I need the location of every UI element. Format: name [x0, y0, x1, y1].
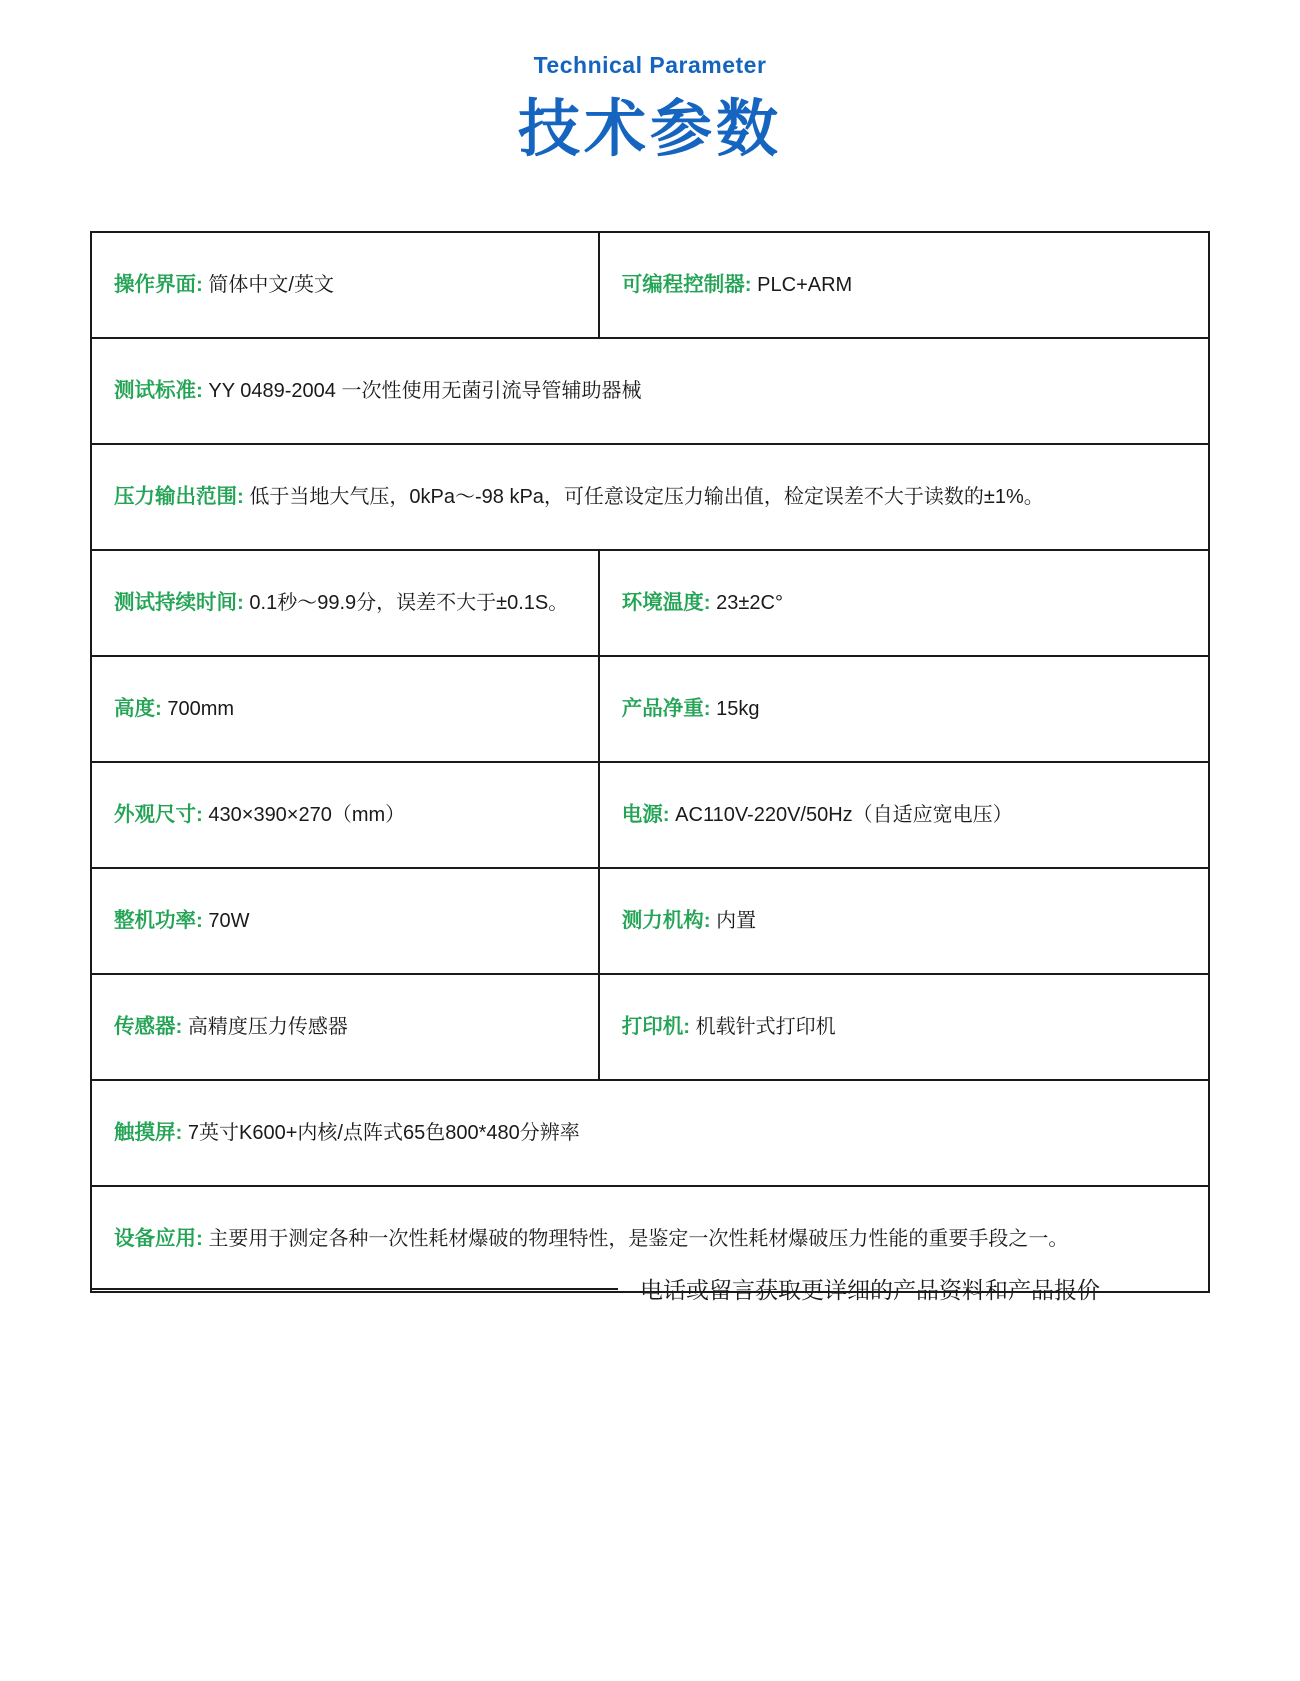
spec-label: 可编程控制器:	[621, 272, 752, 296]
spec-cell-power-supply	[600, 763, 1208, 867]
header-subtitle-en: Technical Parameter	[533, 52, 767, 78]
spec-cell-height	[92, 657, 600, 761]
spec-label: 测试持续时间:	[114, 590, 244, 614]
spec-value: 简体中文/英文	[208, 273, 334, 296]
spec-value: 机载针式打印机	[695, 1015, 836, 1038]
spec-label: 整机功率:	[114, 908, 203, 932]
spec-cell-controller	[600, 233, 1208, 337]
table-row	[92, 1081, 1208, 1187]
table-row	[92, 657, 1208, 763]
spec-label: 触摸屏:	[114, 1120, 183, 1144]
spec-cell-test-standard	[92, 339, 1208, 443]
footer	[90, 1272, 1210, 1305]
spec-label: 压力输出范围:	[114, 484, 244, 508]
spec-label: 传感器:	[114, 1014, 183, 1038]
spec-label: 外观尺寸:	[114, 802, 203, 826]
spec-label: 环境温度:	[621, 590, 711, 614]
spec-value: 15kg	[716, 697, 760, 720]
spec-cell-operation-interface	[92, 233, 600, 337]
page-title: 技术参数	[517, 94, 782, 164]
spec-value: YY 0489-2004 一次性使用无菌引流导管辅助器械	[208, 379, 642, 402]
table-row	[92, 975, 1208, 1081]
table-row	[92, 233, 1208, 339]
spec-table	[90, 231, 1210, 1293]
spec-label: 测力机构:	[621, 908, 711, 932]
spec-value: 7英寸K600+内核/点阵式65色800*480分辨率	[187, 1121, 580, 1144]
spec-value: 高精度压力传感器	[187, 1015, 348, 1038]
spec-value: 低于当地大气压，0kPa～-98 kPa，可任意设定压力输出值，检定误差不大于读数的±1%。	[249, 485, 1044, 508]
table-row	[92, 869, 1208, 975]
spec-cell-dimensions	[92, 763, 600, 867]
spec-value: 700mm	[167, 697, 235, 720]
spec-value: 0.1秒～99.9分，误差不大于±0.1S。	[249, 591, 569, 614]
spec-value: 430×390×270（mm）	[208, 803, 406, 826]
spec-cell-net-weight	[600, 657, 1208, 761]
spec-cell-ambient-temperature	[600, 551, 1208, 655]
spec-label: 设备应用:	[114, 1226, 203, 1250]
footer-contact-text: 电话或留言获取更详细的产品资料和产品报价	[640, 1277, 1100, 1303]
footer-divider	[90, 1288, 618, 1290]
spec-label: 操作界面:	[114, 272, 203, 296]
page-header	[0, 0, 1300, 165]
spec-value: 70W	[208, 909, 250, 932]
spec-value: 23±2C°	[716, 591, 783, 614]
spec-cell-printer	[600, 975, 1208, 1079]
table-row	[92, 551, 1208, 657]
spec-value: PLC+ARM	[757, 273, 853, 296]
spec-label: 电源:	[621, 802, 670, 826]
table-row	[92, 339, 1208, 445]
spec-cell-force-mechanism	[600, 869, 1208, 973]
spec-cell-touchscreen	[92, 1081, 1208, 1185]
spec-label: 高度:	[114, 696, 162, 720]
spec-value: 主要用于测定各种一次性耗材爆破的物理特性，是鉴定一次性耗材爆破压力性能的重要手段之一。	[208, 1227, 1069, 1250]
spec-value: AC110V-220V/50Hz（自适应宽电压）	[675, 803, 1013, 826]
spec-label: 测试标准:	[114, 378, 203, 402]
table-row	[92, 445, 1208, 551]
spec-cell-total-power	[92, 869, 600, 973]
spec-label: 产品净重:	[621, 696, 711, 720]
spec-cell-test-duration	[92, 551, 600, 655]
table-row	[92, 763, 1208, 869]
spec-value: 内置	[716, 909, 757, 932]
spec-cell-pressure-range	[92, 445, 1208, 549]
spec-cell-sensor	[92, 975, 600, 1079]
spec-label: 打印机:	[621, 1014, 691, 1038]
